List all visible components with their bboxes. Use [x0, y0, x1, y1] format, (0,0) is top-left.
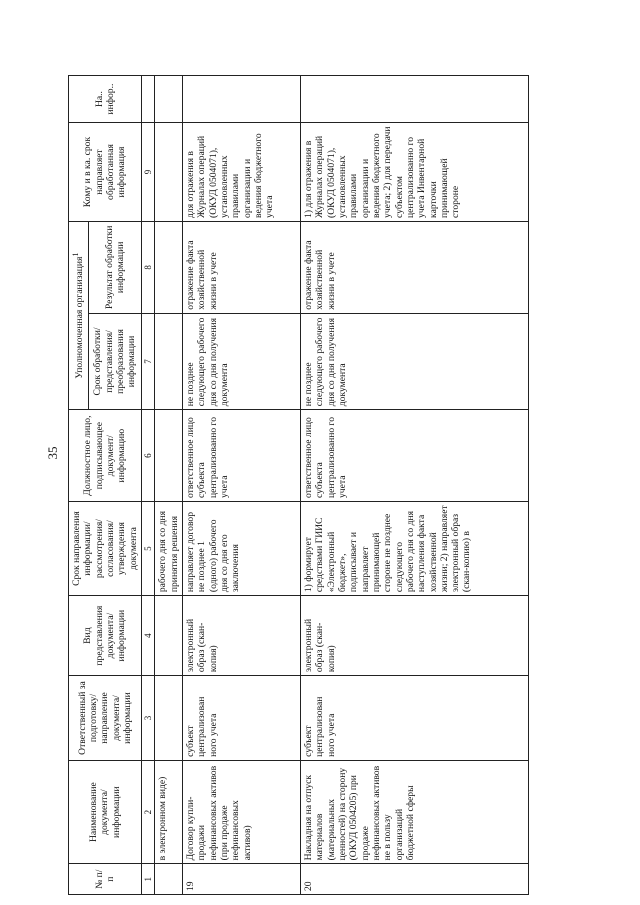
row-name: Накладная на отпуск материалов (материальных ценностей) на сторону (ОКУД 0504205) при продаже нефинансовых активов не в пользу организаций бюджетной сферы	[301, 760, 529, 864]
row-processing-deadline: не позднее следующего рабочего дня со дня получения документа	[183, 313, 301, 409]
row-form: электронный образ (скан-копия)	[183, 596, 301, 676]
row-name: Договор купли-продажи нефинансовых активов (при продаже нефинансовых активов)	[183, 760, 301, 864]
table-row	[183, 76, 301, 895]
row-recipient: 1) для отражения в Журналах операций (ОКУД 0504071), установленных правилами организации и ведения бюджетного учета; 2) для передачи субъектом централизованно го учета Инвентарной карточки принимающей стороне	[301, 123, 529, 222]
cont-processing	[155, 313, 183, 409]
colnum-2: 2	[141, 760, 155, 864]
header-deadline: Срок направления информации/ рассмотрения/ согласования/ утверждения документа	[69, 502, 142, 596]
colnum-4: 4	[141, 596, 155, 676]
colnum-1: 1	[141, 864, 155, 895]
colnum-10	[141, 76, 155, 123]
header-num: № п/п	[69, 864, 142, 895]
row-extra	[301, 76, 529, 123]
row-deadline: 1) формирует средствами ГИИС «Электронный бюджет», подписывает и направляет принимающей стороне не позднее следующего рабочего дня со дня наступления факта хозяйственной жизни; 2) направляет электронный образ (скан-копию) в	[301, 502, 529, 596]
row-deadline: направляет договор не позднее 1 (одного) рабочего дня со дня его заключения	[183, 502, 301, 596]
cont-recipient	[155, 123, 183, 222]
row-result: отражение факта хозяйственной жизни в учете	[183, 221, 301, 313]
row-processing-deadline: не позднее следующего рабочего дня со дня получения документа	[301, 313, 529, 409]
colnum-9: 9	[141, 123, 155, 222]
cont-extra	[155, 76, 183, 123]
row-responsible: субъект централизован ного учета	[301, 676, 529, 761]
row-num: 20	[301, 864, 529, 895]
cont-num	[155, 864, 183, 895]
colnum-6: 6	[141, 410, 155, 502]
table-row	[301, 76, 529, 895]
row-official: ответственное лицо субъекта централизованно го учета	[301, 410, 529, 502]
row-result: отражение факта хозяйственной жизни в учете	[301, 221, 529, 313]
header-extra: На.. инфор..	[69, 76, 142, 123]
header-form: Вид представления документа/ информации	[69, 596, 142, 676]
colnum-3: 3	[141, 676, 155, 761]
footnote-marker: 1	[71, 252, 81, 257]
colnum-8: 8	[141, 221, 155, 313]
row-recipient: для отражения в Журналах операций (ОКУД 0504071), установленных правилами организации и ведения бюджетного учета	[183, 123, 301, 222]
row-form: электронный образ (скан-копия)	[301, 596, 529, 676]
cont-form	[155, 596, 183, 676]
header-processing-deadline: Срок обработки/ представления/ преобразования информации	[89, 313, 142, 409]
header-official: Должностное лицо, подписывающее документ/ информацию	[69, 410, 142, 502]
cont-result	[155, 221, 183, 313]
continuation-row	[155, 76, 183, 895]
header-recipient: Кому и в ка. срок направляет обработанная информация	[69, 123, 142, 222]
colnum-7: 7	[141, 313, 155, 409]
row-extra	[183, 76, 301, 123]
header-result: Результат обработки информации	[89, 221, 142, 313]
cont-responsible	[155, 676, 183, 761]
header-name: Наименование документа/ информации	[69, 760, 142, 864]
row-responsible: субъект централизован ного учета	[183, 676, 301, 761]
column-number-row	[141, 76, 155, 895]
header-authorized-label: Уполномоченная организация	[74, 256, 86, 379]
header-responsible: Ответственный за подготовку/ направление документа/ информации	[69, 676, 142, 761]
colnum-5: 5	[141, 502, 155, 596]
cont-deadline: рабочего дня со дня принятия решения	[155, 502, 183, 596]
regulation-table	[68, 75, 529, 895]
header-authorized-group	[69, 221, 89, 409]
row-official: ответственное лицо субъекта централизованно го учета	[183, 410, 301, 502]
cont-name: в электронном виде)	[155, 760, 183, 864]
row-num: 19	[183, 864, 301, 895]
document-table-rotated	[68, 75, 628, 895]
page-number: 35	[45, 446, 60, 460]
header-row-1	[69, 76, 89, 895]
cont-official	[155, 410, 183, 502]
